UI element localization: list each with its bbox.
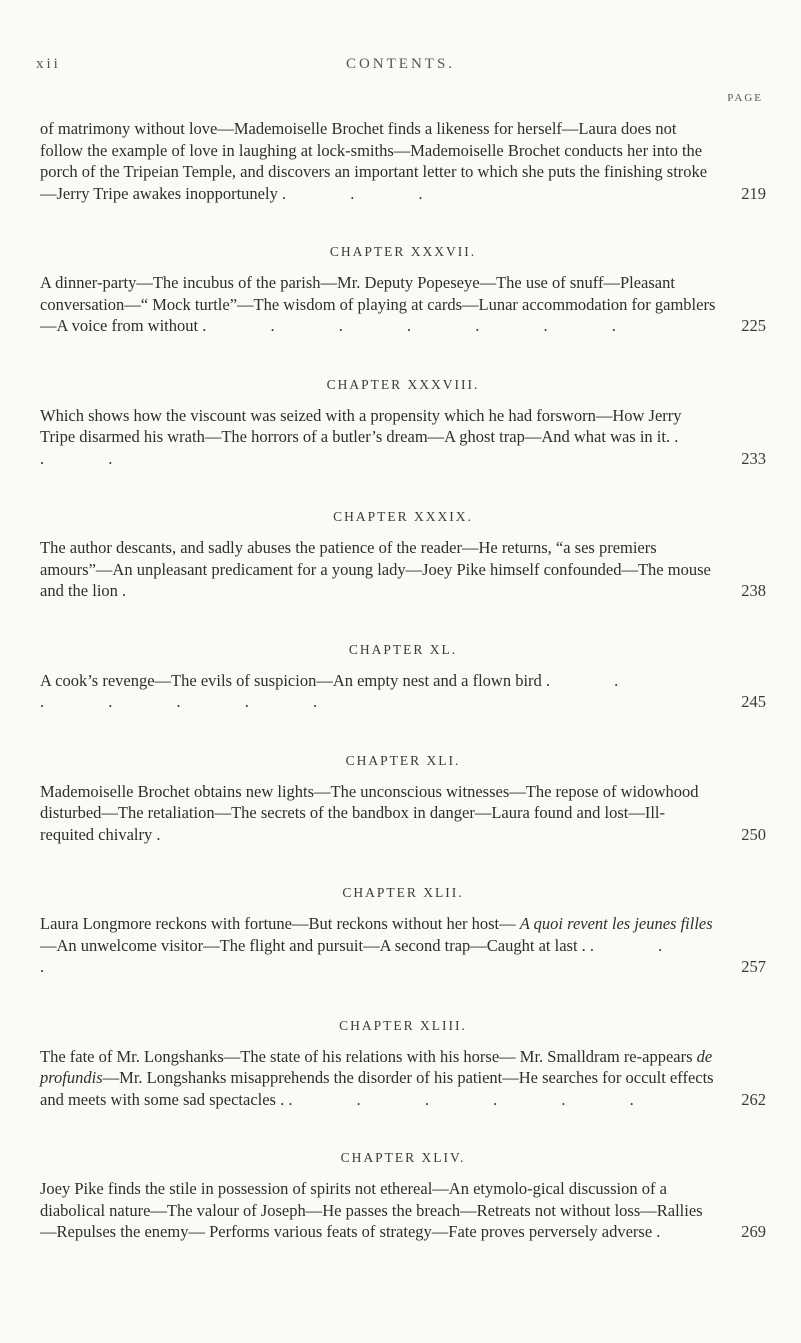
page-number: 269 [741, 1222, 766, 1241]
summary-text: Joey Pike finds the stile in possession of spirits not ethereal—An etymolo-gical discussion of a diabolical nature—The valour of Joseph—He passes the breach—Retreats not without loss—Rallies—Repulses the enemy— Performs various feats of strategy—Fate proves perversely adverse [40, 1179, 703, 1241]
summary-text: The author descants, and sadly abuses the patience of the reader—He returns, “a ses premiers amours”—An unpleasant predicament for a young lady—Joey Pike himself confounded—The mouse and the lion [40, 538, 711, 600]
leader-dots: . . . . . . . [40, 670, 649, 711]
chapter-summary [40, 537, 766, 602]
chapter-heading: CHAPTER XLI. [345, 752, 461, 768]
chapter-heading: CHAPTER XLIV. [340, 1150, 466, 1165]
chapter-heading: CHAPTER XLIII. [339, 1017, 467, 1033]
page-number: 262 [741, 1089, 766, 1109]
chapter-summary [40, 405, 766, 470]
contents-entry [40, 509, 766, 602]
contents-entry [40, 1150, 766, 1243]
page-number: 245 [741, 692, 766, 711]
summary-text: Mademoiselle Brochet obtains new lights—The unconscious witnesses—The repose of widowhood disturbed—The retaliation—The secrets of the bandbox in danger—Laura found and lost—Ill-requited chivalry [40, 781, 699, 844]
chapter-summary [40, 670, 766, 713]
chapter-summary [40, 781, 766, 846]
chapter-heading: CHAPTER XXXVIII. [326, 376, 480, 392]
chapter-summary [40, 913, 766, 978]
contents-entry [40, 1018, 766, 1111]
running-head [36, 56, 765, 80]
summary-italic-phrase: de profundis [40, 1046, 713, 1087]
contents-entry [40, 377, 766, 470]
summary-text: of matrimony without love—Mademoiselle Brochet finds a likeness for herself—Laura does not follow the example of love in laughing at lock-smiths—Mademoiselle Brochet conducts her into the porch of the Tripeian Temple, and discovers an important letter to which she puts the finishing stroke—Jerry Tripe awakes inopportunely [40, 119, 708, 203]
chapter-heading: CHAPTER XL. [348, 641, 458, 657]
page-folio: xii [36, 56, 61, 72]
leader-dots: . . . [281, 183, 453, 203]
summary-text: A cook’s revenge—The evils of suspicion—An empty nest and a flown bird [40, 670, 542, 690]
summary-text: Which shows how the viscount was seized with a propensity which he had forsworn—How Jerry Tripe disarmed his wrath—The horrors of a butler’s dream—A ghost trap—And what was in it. [40, 405, 682, 446]
contents-entry [40, 753, 766, 846]
summary-text-continued: —Mr. Longshanks misapprehends the disorder of his patient—He searches for occult effects and meets with some sad spectacles . [40, 1068, 714, 1109]
summary-text: A dinner-party—The incubus of the parish—Mr. Deputy Popeseye—The use of snuff—Pleasant conversation—“ Mock turtle”—The wisdom of playing at cards—Lunar accommodation for gamblers—A voice from without [40, 273, 716, 335]
chapter-heading: CHAPTER XLII. [342, 885, 464, 900]
page-number: 219 [741, 183, 766, 203]
leader-dots: . . . . . . . [202, 316, 646, 335]
contents-entry [40, 885, 766, 978]
page-column-label: PAGE [727, 92, 763, 104]
leader-dots: . [656, 1222, 691, 1241]
contents-entry [40, 642, 766, 713]
leader-dots: . . . [40, 427, 709, 468]
page-number: 257 [741, 957, 766, 976]
chapter-heading: CHAPTER XXXVII. [329, 244, 477, 259]
summary-text: The fate of Mr. Longshanks—The state of his relations with his horse— Mr. Smalldram re-appears [40, 1046, 697, 1066]
leader-dots: . [122, 581, 157, 600]
contents-entry [40, 244, 766, 337]
contents-entry [40, 118, 766, 204]
chapter-summary [40, 118, 766, 204]
summary-text-continued: —An unwelcome visitor—The flight and pursuit—A second trap—Caught at last . [40, 935, 586, 955]
page-number: 250 [741, 824, 766, 844]
contents-list [40, 118, 766, 1283]
running-title: CONTENTS. [345, 56, 456, 72]
chapter-heading: CHAPTER XXXIX. [333, 509, 473, 524]
chapter-summary [40, 272, 766, 337]
leader-dots: . [156, 824, 191, 844]
page-number: 238 [741, 581, 766, 600]
summary-italic-phrase: A quoi revent les jeunes filles [519, 914, 713, 933]
leader-dots: . . . [40, 935, 693, 976]
page-number: 233 [741, 448, 766, 468]
summary-text: Laura Longmore reckons with fortune—But reckons without her host— [40, 914, 520, 933]
page-number: 225 [741, 316, 766, 335]
chapter-summary [40, 1178, 766, 1243]
leader-dots: . . . . . . [288, 1089, 664, 1109]
chapter-summary [40, 1046, 766, 1111]
